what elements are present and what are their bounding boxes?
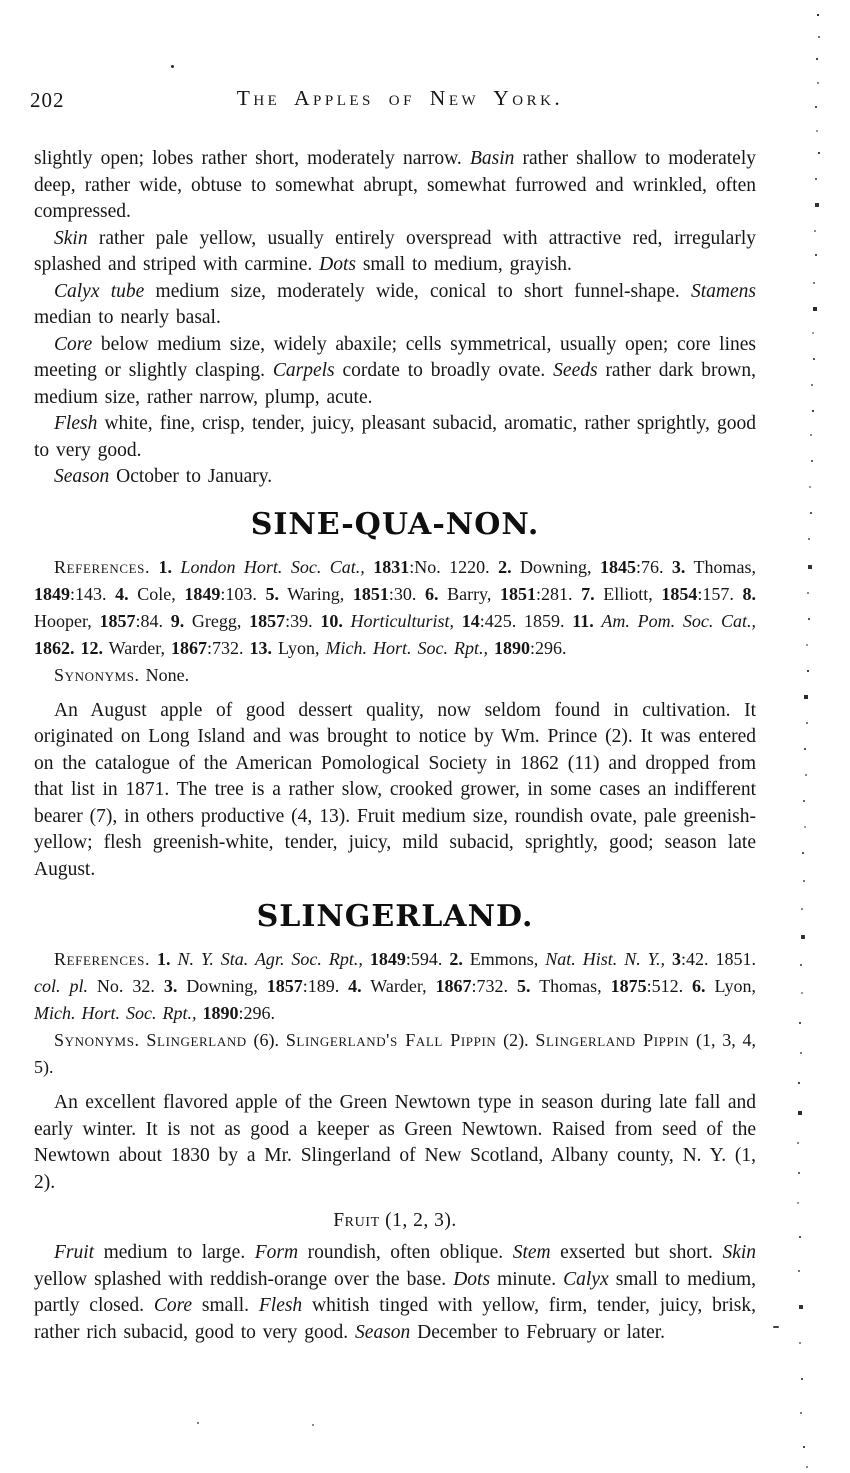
paragraph-fruit-slingerland xyxy=(34,1240,756,1346)
text-segment: small to medium, grayish. xyxy=(355,254,572,275)
text-segment: :143. xyxy=(70,583,116,604)
text-segment: Slingerland Pippin xyxy=(535,1030,690,1050)
text-segment: Gregg, xyxy=(184,610,250,631)
text-segment: Lyon, xyxy=(705,976,756,996)
text-segment: 1831 xyxy=(373,556,410,577)
text-segment: Synonyms. xyxy=(54,664,140,685)
text-segment: Am. Pom. Soc. Cat., xyxy=(601,610,757,631)
text-segment xyxy=(150,557,158,577)
text-segment: 4. xyxy=(348,976,362,996)
text-segment: cordate to broadly ovate. xyxy=(334,360,554,381)
text-segment: 3. xyxy=(671,556,686,577)
text-segment xyxy=(150,949,157,969)
scan-speck xyxy=(312,1424,314,1426)
text-segment: 6. xyxy=(424,583,439,604)
text-segment: Basin xyxy=(469,148,515,169)
text-segment: whitish tinged with yellow, firm, tender, juicy, brisk, rather rich subacid, good to very good. xyxy=(34,1295,756,1343)
text-segment: 2. xyxy=(498,556,512,577)
text-segment: Downing, xyxy=(511,556,600,577)
text-segment: 6. xyxy=(692,976,706,996)
text-segment: Barry, xyxy=(438,583,500,604)
text-segment: October to January. xyxy=(109,466,273,487)
text-segment: roundish, often oblique. xyxy=(298,1242,513,1263)
text-segment: 1862. xyxy=(34,637,75,658)
text-segment: Elliott, xyxy=(594,583,662,604)
text-segment: Emmons, xyxy=(462,949,546,969)
text-segment: :281. xyxy=(536,583,582,604)
scan-speck xyxy=(773,1326,779,1328)
text-segment: :42. 1851. xyxy=(681,949,756,969)
text-segment: Slingerland xyxy=(146,1030,247,1050)
text-segment: Season xyxy=(54,466,110,487)
text-segment: Nat. Hist. N. Y., xyxy=(545,949,666,969)
text-segment: medium to large. xyxy=(94,1242,255,1263)
text-segment: :732. xyxy=(206,637,250,658)
scan-speckle-column xyxy=(0,0,2,2)
text-segment: 14 xyxy=(461,610,480,631)
text-segment: Flesh xyxy=(54,413,98,434)
text-segment: 11. xyxy=(572,610,594,631)
text-segment: Core xyxy=(153,1295,193,1316)
text-segment: 1. xyxy=(157,949,171,969)
description-slingerland xyxy=(34,1090,756,1196)
text-segment: An August apple of good dessert quality, now seldom found in cultivation. It originated on Long Island and was brought to notice by Wm. Prince (2). It was entered on the catalogue of the American Pomological Society in 1862 (11) and dropped from that list in 1871. The tree is a rather slow, crooked grower, in some cases an indifferent bearer (7), in others productive (4, 13). Fruit medium size, roundish ovate, pale greenish-yellow; flesh greenish-white, tender, juicy, mild subacid, sprightly, good; season late August. xyxy=(34,699,756,880)
text-segment: Skin xyxy=(54,227,88,249)
text-segment: Mich. Hort. Soc. Rpt., xyxy=(34,1003,197,1023)
text-segment: London Hort. Soc. Cat., xyxy=(180,556,365,577)
text-segment: Carpels xyxy=(272,360,335,381)
text-segment: Thomas, xyxy=(685,556,756,577)
text-segment: Dots xyxy=(319,254,356,275)
text-segment: Synonyms. xyxy=(54,1030,140,1050)
text-segment: 1851 xyxy=(500,583,536,604)
text-segment: small to medium, partly closed. xyxy=(34,1268,756,1316)
text-segment: :732. xyxy=(471,976,517,996)
references-sine-qua-non xyxy=(34,554,756,662)
text-segment: Slingerland's Fall Pippin xyxy=(285,1030,497,1050)
paragraph-basin-continuation xyxy=(34,146,756,226)
text-segment: December to February or later. xyxy=(410,1321,666,1343)
page-header xyxy=(0,0,850,116)
text-segment: :76. xyxy=(635,556,672,577)
text-segment: Mich. Hort. Soc. Rpt., xyxy=(325,637,488,658)
page-body xyxy=(34,146,756,1346)
text-segment: 1867 xyxy=(435,976,472,996)
text-segment: 8. xyxy=(742,583,756,604)
text-segment: 1875 xyxy=(610,976,647,996)
text-segment: 1857 xyxy=(249,610,286,631)
text-segment: minute. xyxy=(490,1268,564,1290)
variety-heading-slingerland: SLINGERLAND. xyxy=(256,899,534,934)
text-segment: Warder, xyxy=(103,637,171,658)
page-number: 202 xyxy=(30,88,65,112)
fruit-section-heading xyxy=(34,1210,756,1232)
text-segment: yellow splashed with reddish-orange over the base. xyxy=(34,1268,454,1290)
scan-speck xyxy=(197,1422,199,1424)
text-segment: Seeds xyxy=(553,360,598,381)
synonyms-sine-qua-non xyxy=(34,662,756,689)
text-segment xyxy=(665,949,672,969)
text-segment: 7. xyxy=(581,583,595,604)
text-segment: None. xyxy=(139,664,190,685)
text-segment: Waring, xyxy=(278,583,353,604)
text-segment: 1845 xyxy=(599,556,636,577)
paragraph-calyx-tube xyxy=(34,279,756,332)
text-segment: Hooper, xyxy=(34,610,100,631)
text-segment: 1851 xyxy=(352,583,389,604)
text-segment: Dots xyxy=(453,1268,491,1290)
text-segment: (1, 3, 4, 5). xyxy=(34,1030,757,1077)
text-segment: Fruit xyxy=(54,1242,95,1263)
text-segment: References. xyxy=(54,556,151,577)
text-segment: :157. xyxy=(697,583,743,604)
text-segment: (1, 2, 3). xyxy=(379,1210,457,1231)
text-segment: Flesh xyxy=(258,1295,303,1316)
text-segment: rather pale yellow, usually entirely overspread with attractive red, irregularly splashed and striped with carmine. xyxy=(34,227,756,275)
text-segment: Lyon, xyxy=(271,637,326,658)
text-segment: 5. xyxy=(517,976,531,996)
text-segment: 1857 xyxy=(266,976,303,996)
paragraph-skin xyxy=(34,226,756,279)
text-segment: rather shallow to moderately deep, rather wide, obtuse to somewhat abrupt, somewhat furrowed and wrinkled, often compressed. xyxy=(34,148,756,222)
text-segment: 1849 xyxy=(369,949,406,969)
text-segment: :No. 1220. xyxy=(409,556,499,577)
text-segment: 3. xyxy=(163,976,178,996)
text-segment: 1890 xyxy=(202,1003,239,1023)
text-segment: small. xyxy=(192,1295,259,1316)
description-sine-qua-non xyxy=(34,698,756,884)
text-segment: :594. xyxy=(405,949,450,969)
text-segment: 3 xyxy=(672,949,681,969)
text-segment: 1854 xyxy=(661,583,698,604)
text-segment: N. Y. Sta. Agr. Soc. Rpt., xyxy=(177,949,363,969)
text-segment xyxy=(171,949,178,969)
synonyms-slingerland xyxy=(34,1027,756,1081)
text-segment: :30. xyxy=(388,583,425,604)
text-segment: Downing, xyxy=(177,976,267,996)
text-segment xyxy=(363,949,370,969)
text-segment: No. 32. xyxy=(87,976,164,996)
text-segment: :39. xyxy=(285,610,321,631)
text-segment: Form xyxy=(254,1242,299,1263)
text-segment: 1867 xyxy=(170,637,207,658)
text-segment: 1849 xyxy=(34,583,70,604)
text-segment xyxy=(365,557,373,577)
text-segment: References. xyxy=(54,949,151,969)
text-segment: 4. xyxy=(115,583,129,604)
text-segment: 12. xyxy=(80,637,103,658)
text-segment: Horticulturist, xyxy=(350,610,455,631)
text-segment: Stamens xyxy=(691,280,756,302)
text-segment: Skin xyxy=(722,1242,757,1263)
text-segment: 10. xyxy=(320,610,343,631)
text-segment xyxy=(343,611,351,631)
text-segment: col. pl. xyxy=(34,976,88,996)
text-segment: median to nearly basal. xyxy=(34,307,221,328)
text-segment: Calyx tube xyxy=(54,280,145,302)
text-segment: 9. xyxy=(170,610,185,631)
scan-speck xyxy=(171,65,174,68)
text-segment: Thomas, xyxy=(530,976,611,996)
text-segment: white, fine, crisp, tender, juicy, pleasant subacid, aromatic, rather sprightly, good to very good. xyxy=(34,413,756,461)
running-title: The Apples of New York. xyxy=(236,86,564,110)
text-segment: :425. 1859. xyxy=(479,610,573,631)
text-segment: :103. xyxy=(220,583,266,604)
text-segment: (2). xyxy=(496,1030,536,1050)
paragraph-flesh xyxy=(34,411,756,464)
text-segment: :189. xyxy=(302,976,349,996)
text-segment: (6). xyxy=(246,1030,286,1050)
variety-heading-sine-qua-non: SINE-QUA-NON. xyxy=(250,506,540,542)
text-segment: Fruit xyxy=(333,1210,380,1231)
text-segment: exserted but short. xyxy=(550,1242,723,1263)
text-segment: 2. xyxy=(449,949,463,969)
text-segment: 1. xyxy=(158,556,172,577)
text-segment: Cole, xyxy=(128,583,185,604)
text-segment: slightly open; lobes rather short, moderately narrow. xyxy=(34,148,470,169)
references-slingerland xyxy=(34,946,756,1027)
text-segment: 1849 xyxy=(184,583,221,604)
text-segment: Stem xyxy=(512,1242,551,1263)
text-segment: Core xyxy=(54,333,93,355)
text-segment: rather dark brown, medium size, rather narrow, plump, acute. xyxy=(34,360,756,408)
text-segment: Warder, xyxy=(361,976,436,996)
paragraph-core xyxy=(34,332,756,412)
text-segment: An excellent flavored apple of the Green Newtown type in season during late fall and early winter. It is not as good a keeper as Green Newtown. Raised from seed of the Newtown about 1830 by a Mr. Slingerland of New Scotland, Albany county, N. Y. (1, 2). xyxy=(34,1092,756,1193)
text-segment: Calyx xyxy=(563,1268,609,1290)
text-segment: :84. xyxy=(135,610,171,631)
text-segment: Season xyxy=(355,1321,411,1343)
text-segment: medium size, moderately wide, conical to short funnel-shape. xyxy=(144,280,691,302)
text-segment: 5. xyxy=(265,583,279,604)
text-segment: :296. xyxy=(529,637,567,658)
paragraph-season xyxy=(34,464,756,491)
text-segment: below medium size, widely abaxile; cells symmetrical, usually open; core lines meeting or slightly clasping. xyxy=(34,333,756,381)
text-segment xyxy=(454,611,462,631)
text-segment: :296. xyxy=(238,1003,275,1023)
text-segment: 1857 xyxy=(99,610,136,631)
text-segment: 13. xyxy=(249,637,272,658)
text-segment: 1890 xyxy=(493,637,530,658)
text-segment: :512. xyxy=(646,976,693,996)
